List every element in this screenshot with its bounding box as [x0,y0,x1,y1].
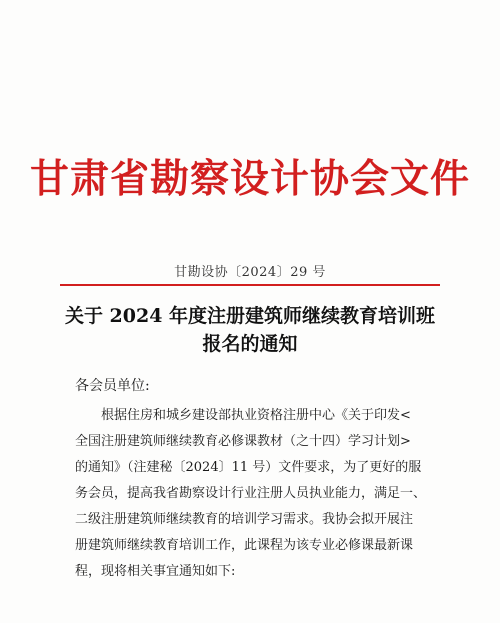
body-line: 全国注册建筑师继续教育必修课教材（之十四）学习计划> [75,434,411,449]
body-line: 程，现将相关事宜通知如下: [75,564,236,579]
body-line: 册建筑师继续教育培训工作，此课程为该专业必修课最新课 [75,538,414,553]
document-header-title: 甘肃省勘察设计协会文件 [29,156,470,202]
header-divider [60,284,440,286]
notice-title-line-1: 关于 2024 年度注册建筑师继续教育培训班 [64,305,436,327]
body-line: 二级注册建筑师继续教育的培训学习需求。我协会拟开展注 [75,512,414,527]
salutation: 各会员单位: [75,378,150,394]
body-line: 根据住房和城乡建设部执业资格注册中心《关于印发< [101,408,411,423]
body-line: 的通知》（注建秘〔2024〕11 号）文件要求，为了更好的服 [75,460,422,475]
document-number: 甘勘设协〔2024〕29 号 [174,265,326,280]
body-line: 务会员，提高我省勘察设计行业注册人员执业能力，满足一、 [75,486,427,501]
notice-title [40,302,460,358]
notice-title-line-2: 报名的通知 [202,333,298,355]
body-paragraph [75,403,435,585]
